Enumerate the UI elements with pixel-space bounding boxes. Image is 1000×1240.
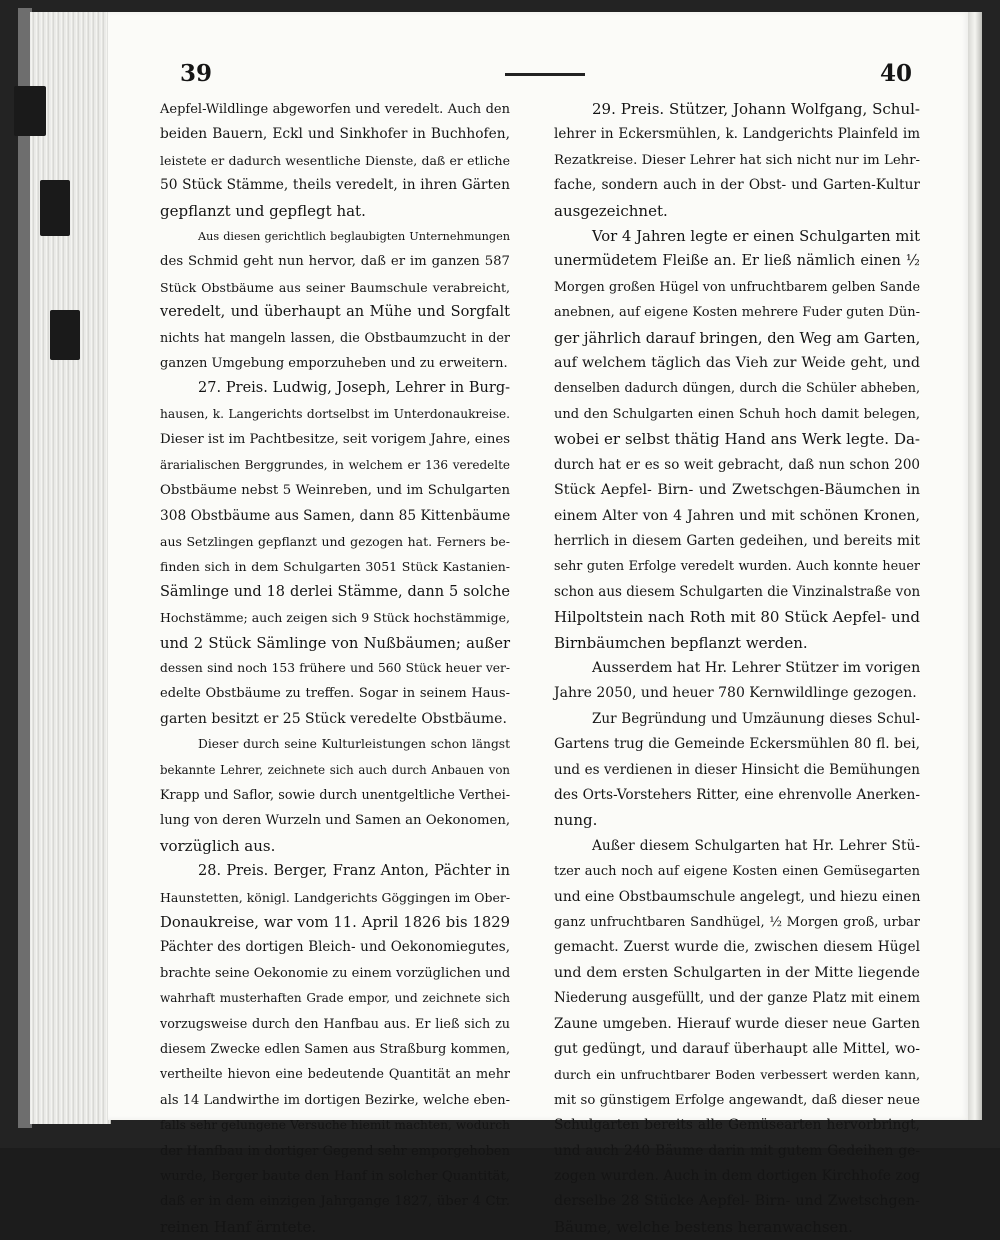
text-line: veredelt, und überhaupt an Mühe und Sorgfalt xyxy=(160,304,510,321)
text-line: leistete er dadurch wesentliche Dienste, daß er etliche xyxy=(160,152,510,168)
text-line: tzer auch noch auf eigene Kosten einen Gemüsegarten xyxy=(554,864,920,880)
header-rule xyxy=(505,73,585,76)
text-line: dessen sind noch 153 frühere und 560 Stück heuer ver- xyxy=(160,660,510,675)
text-line: diesem Zwecke edlen Samen aus Straßburg kommen, xyxy=(160,1042,510,1058)
bookmark-tab xyxy=(14,86,46,136)
text-line: gut gedüngt, und darauf überhaupt alle Mittel, wo- xyxy=(554,1041,920,1058)
bookmark-tab xyxy=(50,310,80,360)
text-line: 27. Preis. Ludwig, Joseph, Lehrer in Burg- xyxy=(198,380,510,397)
text-line: gemacht. Zuerst wurde die, zwischen diesem Hügel xyxy=(554,939,920,956)
page-edge-stack xyxy=(30,12,111,1124)
text-line: derselbe 28 Stücke Aepfel- Birn- und Zwetschgen- xyxy=(554,1193,920,1210)
text-line: Gartens trug die Gemeinde Eckersmühlen 80 fl. bei, xyxy=(554,736,920,753)
text-line: der Hanfbau in dortiger Gegend sehr emporgehoben xyxy=(160,1143,510,1159)
text-line: Niederung ausgefüllt, und der ganze Platz mit einem xyxy=(554,990,920,1007)
text-line: durch ein unfruchtbarer Boden verbessert werden kann, xyxy=(554,1067,920,1083)
text-line: Bäume, welche bestens heranwachsen. xyxy=(554,1217,853,1236)
text-line: denselben dadurch düngen, durch die Schüler abheben, xyxy=(554,381,920,397)
text-line: finden sich in dem Schulgarten 3051 Stück Kastanien- xyxy=(160,559,510,575)
text-line: anebnen, auf eigene Kosten mehrere Fuder guten Dün- xyxy=(554,305,920,321)
text-line: Birnbäumchen bepflanzt werden. xyxy=(554,633,808,652)
text-line: Ausserdem hat Hr. Lehrer Stützer im vorigen xyxy=(592,659,921,676)
text-line: des Schmid geht nun hervor, daß er im ganzen 587 xyxy=(160,254,510,270)
text-line: ger jährlich darauf bringen, den Weg am Garten, xyxy=(554,329,921,347)
text-line: vertheilte hievon eine bedeutende Quantität an mehr xyxy=(160,1067,510,1083)
text-line: herrlich in diesem Garten gedeihen, und bereits mit xyxy=(554,532,920,549)
text-line: schon aus diesem Schulgarten die Vinzinalstraße von xyxy=(554,583,921,600)
page-number-left: 39 xyxy=(180,60,213,87)
text-line: Obstbäume nebst 5 Weinreben, und im Schulgarten xyxy=(160,483,510,499)
text-line: falls sehr gelungene Versuche hiemit machten, wodurch xyxy=(160,1118,510,1133)
text-line: und es verdienen in dieser Hinsicht die Bemühungen xyxy=(554,761,920,778)
text-line: Jahre 2050, und heuer 780 Kernwildlinge gezogen. xyxy=(554,685,917,702)
text-line: als 14 Landwirthe im dortigen Bezirke, welche eben- xyxy=(160,1092,510,1108)
text-line: einem Alter von 4 Jahren und mit schönen Kronen, xyxy=(554,507,920,524)
text-line: Zaune umgeben. Hierauf wurde dieser neue Garten xyxy=(554,1015,920,1032)
text-line: daß er in dem einzigen Jahrgange 1827, über 4 Ctr. xyxy=(160,1194,510,1210)
text-line: Donaukreise, war vom 11. April 1826 bis 1829 xyxy=(160,914,510,931)
text-line: ganzen Umgebung emporzuheben und zu erweitern. xyxy=(160,356,508,372)
text-line: 308 Obstbäume aus Samen, dann 85 Kittenbäume xyxy=(160,507,511,524)
text-line: nichts hat mangeln lassen, die Obstbaumzucht in der xyxy=(160,330,510,346)
text-line: auf welchem täglich das Vieh zur Weide geht, und xyxy=(554,355,920,372)
text-line: ganz unfruchtbaren Sandhügel, ½ Morgen groß, urbar xyxy=(554,915,920,930)
text-line: Vor 4 Jahren legte er einen Schulgarten mit xyxy=(592,228,920,246)
text-line: Stück Obstbäume aus seiner Baumschule verabreicht, xyxy=(160,279,510,295)
text-line: Hochstämme; auch zeigen sich 9 Stück hochstämmige, xyxy=(160,610,510,626)
text-line: und auch 240 Bäume darin mit gutem Gedeihen ge- xyxy=(554,1142,920,1159)
text-line: sehr guten Erfolge veredelt wurden. Auch konnte heuer xyxy=(554,559,920,575)
text-line: vorzüglich aus. xyxy=(160,836,276,855)
text-line: garten besitzt er 25 Stück veredelte Obstbäume. xyxy=(160,710,507,727)
text-line: wurde, Berger baute den Hanf in solcher Quantität, xyxy=(160,1169,510,1185)
text-line: Rezatkreise. Dieser Lehrer hat sich nicht nur im Lehr- xyxy=(554,152,920,168)
text-line: Aus diesen gerichtlich beglaubigten Unternehmungen xyxy=(198,230,510,244)
text-line: und eine Obstbaumschule angelegt, und hiezu einen xyxy=(554,888,921,905)
text-line: lung von deren Wurzeln und Samen an Oekonomen, xyxy=(160,813,511,829)
text-line: durch hat er es so weit gebracht, daß nun schon 200 xyxy=(554,456,920,473)
text-line: Krapp und Saflor, sowie durch unentgeltliche Verthei- xyxy=(160,787,510,803)
text-line: Stück Aepfel- Birn- und Zwetschgen-Bäumchen in xyxy=(554,482,920,499)
text-line: fache, sondern auch in der Obst- und Garten-Kultur xyxy=(554,177,920,194)
text-line: mit so günstigem Erfolge angewandt, daß dieser neue xyxy=(554,1092,920,1108)
left-text-column xyxy=(160,97,510,1240)
text-line: brachte seine Oekonomie zu einem vorzüglichen und xyxy=(160,965,511,981)
text-line: Morgen großen Hügel von unfruchtbarem gelben Sande xyxy=(554,279,920,295)
text-line: aus Setzlingen gepflanzt und gezogen hat. Ferners be- xyxy=(160,533,510,549)
text-line: Haunstetten, königl. Landgerichts Göggingen im Ober- xyxy=(160,889,511,905)
text-line: Aepfel-Wildlinge abgeworfen und veredelt. Auch den xyxy=(160,102,510,117)
text-line: zogen wurden. Auch in dem dortigen Kirchhofe zog xyxy=(554,1168,921,1185)
text-line: 28. Preis. Berger, Franz Anton, Pächter in xyxy=(198,863,510,880)
text-line: und dem ersten Schulgarten in der Mitte liegende xyxy=(554,964,920,981)
text-line: vorzugsweise durch den Hanfbau aus. Er ließ sich zu xyxy=(160,1016,510,1032)
page-right-edge xyxy=(968,12,982,1120)
text-line: lehrer in Eckersmühlen, k. Landgerichts Plainfeld im xyxy=(554,126,920,143)
text-line: Dieser durch seine Kulturleistungen schon längst xyxy=(198,737,510,752)
page-number-right: 40 xyxy=(880,60,913,87)
text-line: ärarialischen Berggrundes, in welchem er 136 veredelte xyxy=(160,457,510,472)
text-line: des Orts-Vorstehers Ritter, eine ehrenvolle Anerken- xyxy=(554,786,920,803)
text-line: ausgezeichnet. xyxy=(554,201,668,220)
text-line: unermüdetem Fleiße an. Er ließ nämlich einen ½ xyxy=(554,253,920,270)
bookmark-tab xyxy=(40,180,70,236)
text-line: Pächter des dortigen Bleich- und Oekonomiegutes, xyxy=(160,939,510,956)
text-line: wahrhaft musterhaften Grade empor, und zeichnete sich xyxy=(160,991,510,1006)
text-line: nung. xyxy=(554,811,598,830)
text-line: Außer diesem Schulgarten hat Hr. Lehrer Stü- xyxy=(592,837,920,854)
text-line: Dieser ist im Pachtbesitze, seit vorigem Jahre, eines xyxy=(160,432,511,448)
text-line: Schulgarten bereits alle Gemüsearten hervorbringt, xyxy=(554,1117,920,1134)
text-line: und den Schulgarten einen Schuh hoch damit belegen, xyxy=(554,406,920,422)
text-line: hausen, k. Langerichts dortselbst im Unterdonaukreise. xyxy=(160,406,510,421)
text-line: wobei er selbst thätig Hand ans Werk legte. Da- xyxy=(554,430,920,449)
text-line: und 2 Stück Sämlinge von Nußbäumen; außer xyxy=(160,634,510,652)
text-line: Sämlinge und 18 derlei Stämme, dann 5 solche xyxy=(160,583,510,600)
text-line: edelte Obstbäume zu treffen. Sogar in seinem Haus- xyxy=(160,686,510,702)
text-line: Hilpoltstein nach Roth mit 80 Stück Aepfel- und xyxy=(554,608,920,627)
text-line: 29. Preis. Stützer, Johann Wolfgang, Schul- xyxy=(592,100,920,118)
text-line: gepflanzt und gepflegt hat. xyxy=(160,201,366,220)
text-line: beiden Bauern, Eckl und Sinkhofer in Buchhofen, xyxy=(160,126,510,143)
text-line: 50 Stück Stämme, theils veredelt, in ihren Gärten xyxy=(160,177,510,194)
text-line: Zur Begründung und Umzäunung dieses Schul- xyxy=(592,710,920,727)
text-line: reinen Hanf ärntete. xyxy=(160,1217,317,1236)
text-line: bekannte Lehrer, zeichnete sich auch durch Anbauen von xyxy=(160,762,510,777)
right-text-column xyxy=(554,97,920,1240)
